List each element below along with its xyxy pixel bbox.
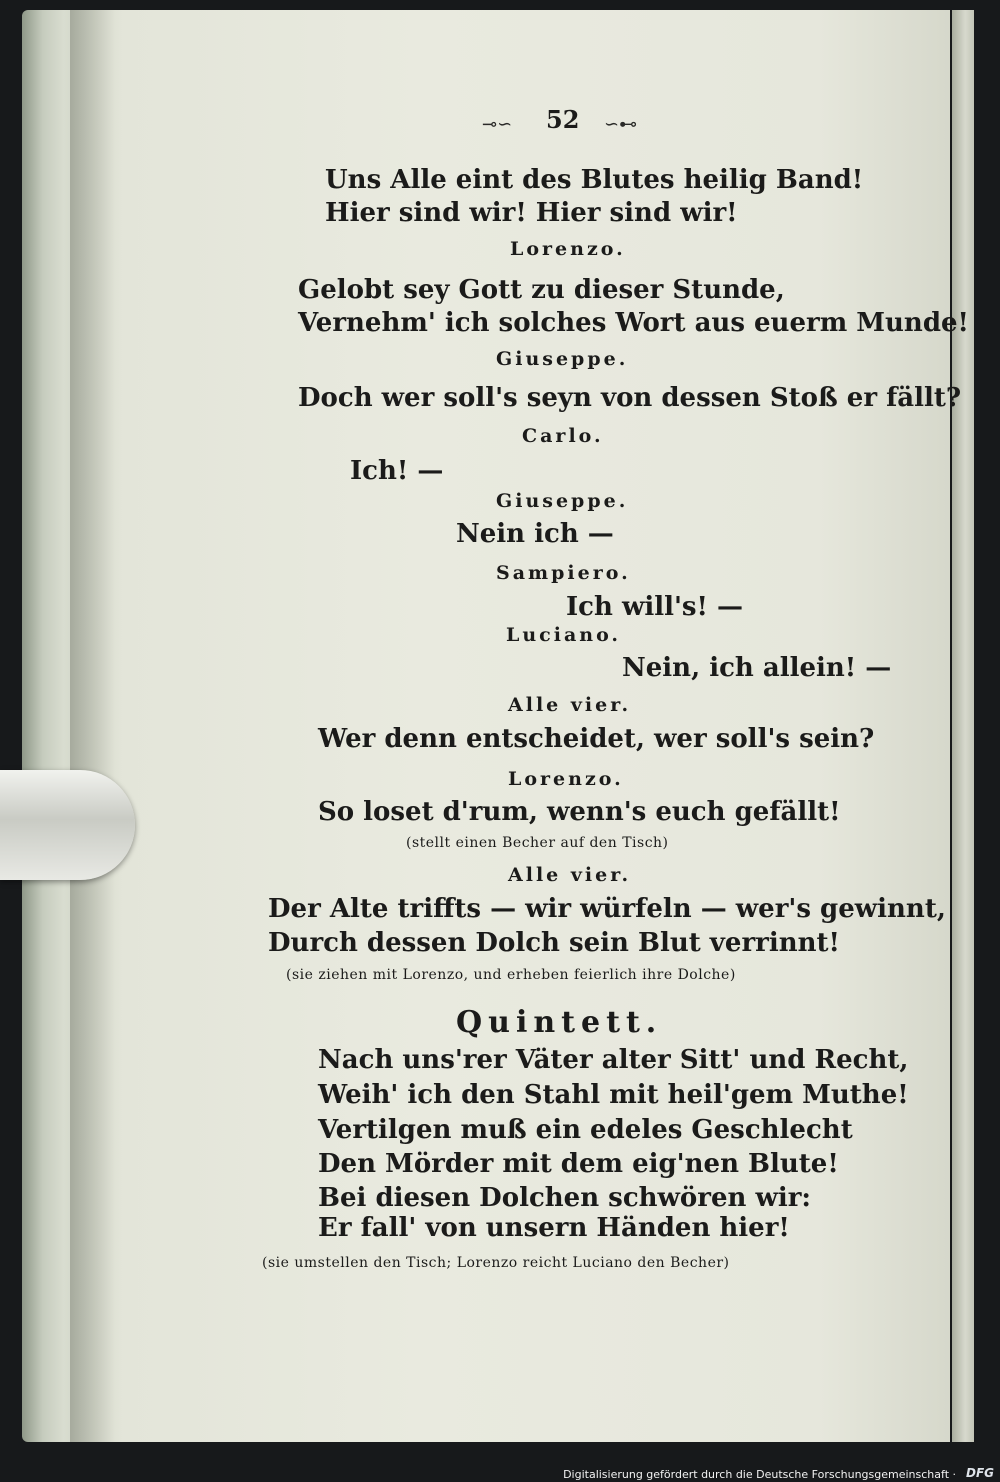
verse-line: Durch dessen Dolch sein Blut verrinnt! bbox=[268, 928, 840, 958]
verse-line: Vertilgen muß ein edeles Geschlecht bbox=[318, 1115, 853, 1145]
verse-line: Nach uns'rer Väter alter Sitt' und Recht, bbox=[318, 1045, 909, 1075]
digitization-footer bbox=[0, 1446, 1000, 1482]
speaker-name: Carlo. bbox=[522, 425, 604, 447]
verse-line: Ich! — bbox=[350, 456, 444, 486]
verse-line: Doch wer soll's seyn von dessen Stoß er fällt? bbox=[298, 383, 962, 413]
speaker-name: Lorenzo. bbox=[510, 238, 626, 260]
funding-credit: Digitalisierung gefördert durch die Deutsche Forschungsgemeinschaft · bbox=[563, 1468, 956, 1481]
verse-line: Gelobt sey Gott zu dieser Stunde, bbox=[298, 275, 785, 305]
speaker-name: Alle vier. bbox=[508, 864, 632, 886]
verse-line: Nein ich — bbox=[456, 519, 614, 549]
speaker-name: Lorenzo. bbox=[508, 768, 624, 790]
speaker-name: Alle vier. bbox=[508, 694, 632, 716]
verse-line: Er fall' von unsern Händen hier! bbox=[318, 1213, 790, 1243]
ornament-left: ⊸∽ bbox=[482, 114, 513, 135]
verse-line: Wer denn entscheidet, wer soll's sein? bbox=[318, 724, 875, 754]
ornament-right: ∽⊷ bbox=[604, 114, 638, 135]
stage-direction: (stellt einen Becher auf den Tisch) bbox=[406, 835, 669, 851]
speaker-name: Giuseppe. bbox=[496, 490, 629, 512]
verse-line: Uns Alle eint des Blutes heilig Band! bbox=[325, 165, 864, 195]
speaker-name: Giuseppe. bbox=[496, 348, 629, 370]
verse-line: Weih' ich den Stahl mit heil'gem Muthe! bbox=[318, 1080, 909, 1110]
verse-line: Nein, ich allein! — bbox=[622, 653, 892, 683]
section-heading: Quintett. bbox=[456, 1005, 663, 1040]
verse-line: Hier sind wir! Hier sind wir! bbox=[325, 198, 738, 228]
page-number: 52 bbox=[546, 105, 580, 134]
verse-line: Den Mörder mit dem eig'nen Blute! bbox=[318, 1149, 839, 1179]
verse-line: So loset d'rum, wenn's euch gefällt! bbox=[318, 797, 841, 827]
verse-line: Ich will's! — bbox=[566, 592, 744, 622]
speaker-name: Luciano. bbox=[506, 624, 622, 646]
verse-line: Der Alte triffts — wir würfeln — wer's gewinnt, bbox=[268, 894, 946, 924]
verse-line: Bei diesen Dolchen schwören wir: bbox=[318, 1183, 812, 1213]
stage-direction: (sie umstellen den Tisch; Lorenzo reicht Luciano den Becher) bbox=[262, 1255, 730, 1271]
speaker-name: Sampiero. bbox=[496, 562, 631, 584]
verse-line: Vernehm' ich solches Wort aus euerm Munde! bbox=[298, 308, 969, 338]
stage-direction: (sie ziehen mit Lorenzo, und erheben feierlich ihre Dolche) bbox=[286, 967, 736, 983]
dfg-logo: DFG bbox=[965, 1466, 994, 1480]
